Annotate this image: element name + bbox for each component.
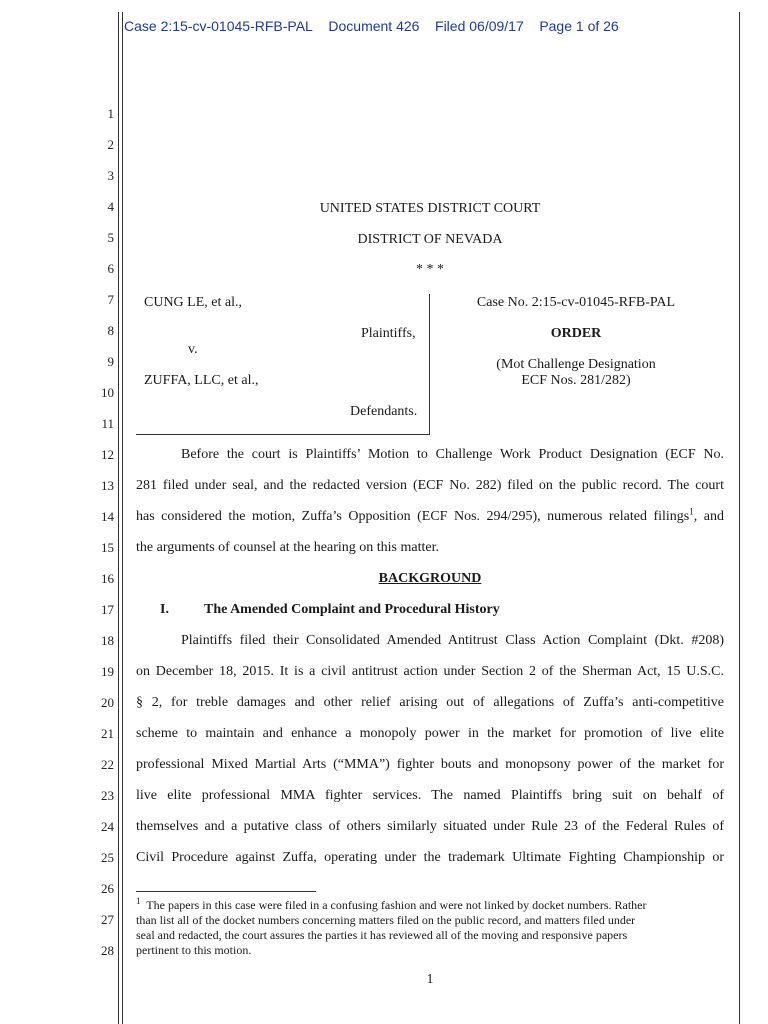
background-line-8	[136, 850, 724, 866]
line-number: 18	[101, 633, 114, 648]
caption-versus: v.	[188, 342, 198, 357]
footnote-line-2: than list all of the docket numbers concerning matters filed on the public record, and matters filed under	[136, 913, 636, 927]
line-number: 9	[107, 354, 114, 369]
caption-plaintiff: CUNG LE, et al.,	[144, 295, 242, 310]
background-line-1	[181, 633, 724, 649]
background-line-6-text: live elite professional MMA fighter services. The named Plaintiffs bring suit on behalf of	[136, 788, 724, 803]
background-line-5-text: professional Mixed Martial Arts (“MMA”) fighter bouts and monopsony power of the market for	[136, 757, 724, 772]
background-line-4	[136, 726, 724, 742]
footnote-separator	[136, 891, 316, 892]
background-line-3-text: § 2, for treble damages and other relief arising out of allegations of Zuffa’s anti-competitive	[136, 695, 724, 710]
line-number: 27	[101, 912, 114, 927]
intro-line-2	[136, 478, 724, 494]
line-number: 24	[101, 819, 114, 834]
line-number: 3	[107, 168, 114, 183]
caption-case-number: Case No. 2:15-cv-01045-RFB-PAL	[476, 295, 676, 310]
line-number: 22	[101, 757, 114, 772]
line-number: 1	[107, 106, 114, 121]
background-line-3	[136, 695, 724, 711]
line-number: 7	[107, 292, 114, 307]
footnote-line-4: pertinent to this motion.	[136, 943, 252, 957]
line-number: 21	[101, 726, 114, 741]
intro-line-3-part-b: , and	[693, 509, 724, 524]
line-number: 16	[101, 571, 114, 586]
background-line-6	[136, 788, 724, 804]
line-number: 10	[101, 385, 114, 400]
intro-line-3-part-a: has considered the motion, Zuffa’s Opposition (ECF Nos. 294/295), numerous related filings	[136, 509, 690, 524]
line-number: 14	[101, 509, 114, 524]
intro-line-3	[136, 506, 724, 525]
left-margin-rule-2	[122, 12, 123, 1024]
background-line-7	[136, 819, 724, 835]
header-page: Page 1 of 26	[539, 18, 619, 34]
footnote-marker: 1	[136, 896, 141, 906]
ecf-header	[124, 18, 619, 34]
intro-line-3-text	[136, 506, 724, 524]
header-case-no: Case 2:15-cv-01045-RFB-PAL	[124, 18, 313, 34]
order-title: ORDER	[550, 326, 602, 341]
background-line-4-text: scheme to maintain and enhance a monopoly power in the market for promotion of live elite	[136, 726, 724, 741]
order-subtitle-1: (Mot Challenge Designation	[496, 357, 656, 372]
line-number: 26	[101, 881, 114, 896]
footnote-line-1-text: The papers in this case were filed in a confusing fashion and were not linked by docket numbers. Rather	[146, 898, 647, 912]
line-number: 5	[107, 230, 114, 245]
background-line-2-text: on December 18, 2015. It is a civil antitrust action under Section 2 of the Sherman Act, 15 U.S.C.	[136, 664, 724, 679]
line-number: 20	[101, 695, 114, 710]
background-line-8-text: Civil Procedure against Zuffa, operating under the trademark Ultimate Fighting Championship or	[136, 850, 724, 865]
section-number: I.	[160, 602, 169, 617]
caption-defendant: ZUFFA, LLC, et al.,	[144, 373, 259, 388]
line-number: 6	[107, 261, 114, 276]
intro-line-2-text: 281 filed under seal, and the redacted version (ECF No. 282) filed on the public record. The court	[136, 478, 724, 493]
header-document: Document 426	[328, 18, 420, 34]
caption-plaintiff-role: Plaintiffs,	[361, 326, 416, 341]
header-filed: Filed 06/09/17	[435, 18, 524, 34]
background-line-2	[136, 664, 724, 680]
line-number: 8	[107, 323, 114, 338]
footnote-line-3: seal and redacted, the court assures the parties it has reviewed all of the moving and responsive papers	[136, 928, 628, 942]
footnote-ref: 1	[689, 506, 694, 517]
background-line-7-text: themselves and a putative class of others similarly situated under Rule 23 of the Federal Rules of	[136, 819, 724, 834]
court-stars: * * *	[416, 262, 444, 277]
caption-defendant-role: Defendants.	[350, 404, 418, 419]
line-number: 19	[101, 664, 114, 679]
page-number: 1	[426, 972, 434, 987]
line-number: 4	[107, 199, 114, 214]
line-number: 17	[101, 602, 114, 617]
background-line-5	[136, 757, 724, 773]
footnote-line-1	[136, 898, 724, 913]
line-number: 15	[101, 540, 114, 555]
court-district: DISTRICT OF NEVADA	[357, 232, 503, 247]
background-heading: BACKGROUND	[378, 571, 482, 586]
court-name: UNITED STATES DISTRICT COURT	[319, 201, 541, 216]
right-margin-rule	[739, 12, 740, 1024]
line-number: 11	[101, 416, 114, 431]
order-subtitle-2: ECF Nos. 281/282)	[521, 373, 631, 388]
footnote	[136, 898, 724, 958]
line-number: 25	[101, 850, 114, 865]
line-number: 2	[107, 137, 114, 152]
section-title: The Amended Complaint and Procedural History	[204, 602, 500, 617]
background-line-1-text: Plaintiffs filed their Consolidated Amended Antitrust Class Action Complaint (Dkt. #208)	[181, 633, 724, 648]
line-number: 13	[101, 478, 114, 493]
line-number: 23	[101, 788, 114, 803]
intro-line-1-text: Before the court is Plaintiffs’ Motion to Challenge Work Product Designation (ECF No.	[181, 447, 724, 462]
line-number: 28	[101, 943, 114, 958]
left-margin-rule-1	[118, 12, 119, 1024]
intro-line-1	[181, 447, 724, 463]
intro-line-4: the arguments of counsel at the hearing on this matter.	[136, 540, 439, 555]
line-number: 12	[101, 447, 114, 462]
